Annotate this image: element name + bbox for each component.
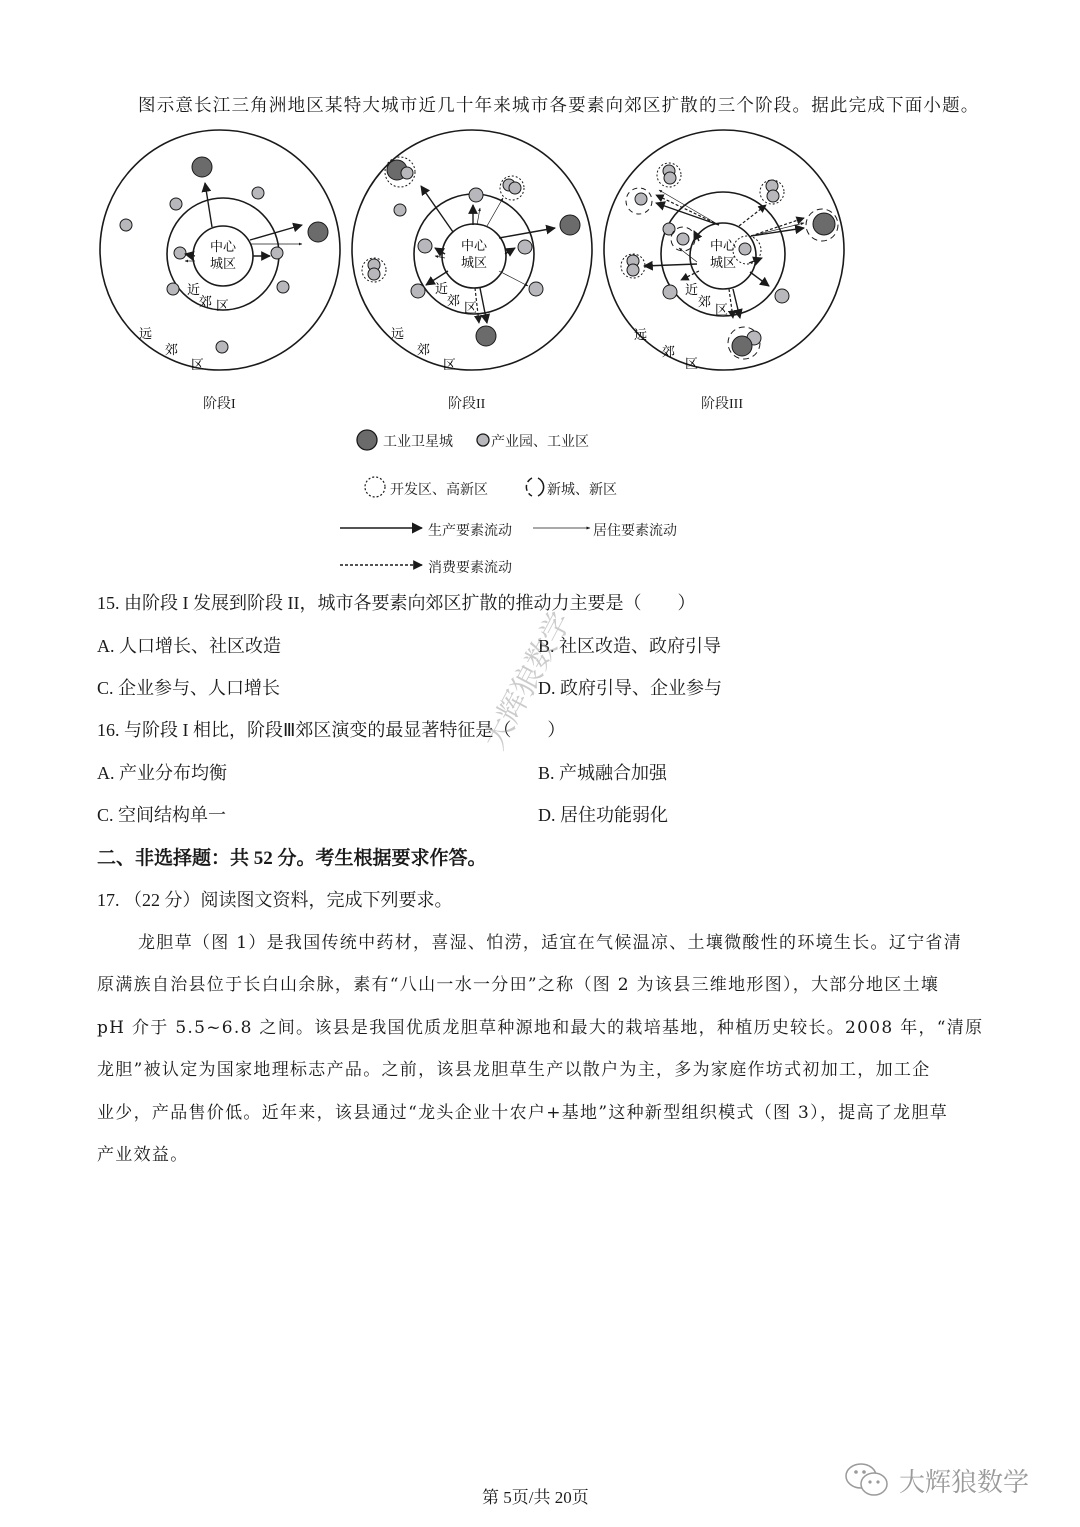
far-suburb-label: 远 bbox=[139, 327, 153, 342]
legend-dev-zone: 开发区、高新区 bbox=[390, 483, 488, 498]
center-label: 中心 bbox=[209, 240, 237, 255]
industrial-park bbox=[216, 341, 228, 353]
center-label: 中心 bbox=[709, 239, 737, 254]
q17-paragraph-line: 产业效益。 bbox=[97, 1145, 189, 1165]
far-suburb-label: 远 bbox=[634, 328, 648, 343]
q15-option-b[interactable]: B. 社区改造、政府引导 bbox=[538, 636, 722, 656]
far-suburb-label: 区 bbox=[443, 358, 457, 373]
stage-1-label: 阶段I bbox=[203, 397, 236, 412]
q17-paragraph-line: 龙胆草（图 1）是我国传统中药材，喜湿、怕涝，适宜在气候温凉、土壤微酸性的环境生长。辽宁省清 bbox=[138, 933, 963, 953]
question-17-stem: 17. （22 分）阅读图文资料，完成下列要求。 bbox=[97, 890, 453, 910]
q15-option-a[interactable]: A. 人口增长、社区改造 bbox=[97, 636, 281, 656]
wechat-icon bbox=[843, 1460, 893, 1500]
question-15-stem: 15. 由阶段 I 发展到阶段 II，城市各要素向郊区扩散的推动力主要是（ ） bbox=[97, 593, 696, 613]
central-district bbox=[193, 226, 253, 286]
legend-satellite-city: 工业卫星城 bbox=[383, 435, 453, 450]
q15-option-d[interactable]: D. 政府引导、企业参与 bbox=[538, 678, 722, 698]
near-suburb-label: 郊 bbox=[199, 295, 213, 310]
diagonal-watermark: 大辉狼数学 bbox=[477, 606, 579, 756]
industrial-park bbox=[401, 167, 413, 179]
legend-industrial-park: 产业园、工业区 bbox=[491, 435, 589, 450]
satellite-city bbox=[732, 336, 752, 356]
center-label: 中心 bbox=[460, 239, 488, 254]
q17-paragraph-line: pH 介于 5.5~6.8 之间。该县是我国优质龙胆草种源地和最大的栽培基地，种植历史较长。2008 年，“清原 bbox=[97, 1018, 984, 1038]
question-16-stem: 16. 与阶段 I 相比，阶段Ⅲ郊区演变的最显著特征是（ ） bbox=[97, 720, 566, 740]
legend-residential-flow: 居住要素流动 bbox=[593, 524, 677, 539]
q16-option-c[interactable]: C. 空间结构单一 bbox=[97, 805, 227, 825]
q15-option-c[interactable]: C. 企业参与、人口增长 bbox=[97, 678, 281, 698]
far-suburb-label: 郊 bbox=[662, 345, 676, 360]
near-suburb-label: 近 bbox=[685, 283, 699, 298]
near-suburb-label: 区 bbox=[216, 299, 230, 314]
center-label: 城区 bbox=[709, 256, 737, 271]
industrial-park-legend-icon bbox=[477, 434, 489, 446]
legend-new-town: 新城、新区 bbox=[547, 483, 617, 498]
stage-2-label: 阶段II bbox=[448, 397, 486, 412]
dev-zone-legend-icon bbox=[365, 477, 385, 497]
q16-option-b[interactable]: B. 产城融合加强 bbox=[538, 763, 668, 783]
page-number: 第 5页/共 20页 bbox=[482, 1488, 589, 1507]
industrial-park bbox=[120, 219, 132, 231]
near-suburb-label: 区 bbox=[464, 301, 478, 316]
satellite-city bbox=[308, 222, 328, 242]
q17-paragraph-line: 原满族自治县位于长白山余脉，素有“八山一水一分田”之称（图 2 为该县三维地形图），大部分地区土壤 bbox=[97, 975, 940, 995]
far-suburb-label: 区 bbox=[685, 357, 699, 372]
satellite-city-legend-icon bbox=[357, 430, 377, 450]
legend-consumption-flow: 消费要素流动 bbox=[428, 561, 512, 576]
far-suburb-label: 郊 bbox=[165, 343, 179, 358]
stage-1-diagram bbox=[100, 130, 340, 373]
near-suburb-label: 郊 bbox=[447, 294, 461, 309]
far-suburb-label: 郊 bbox=[417, 343, 431, 358]
satellite-city bbox=[192, 157, 212, 177]
stage-3-diagram bbox=[604, 130, 844, 372]
industrial-park bbox=[170, 198, 182, 210]
q16-option-a[interactable]: A. 产业分布均衡 bbox=[97, 763, 227, 783]
section-2-heading: 二、非选择题：共 52 分。考生根据要求作答。 bbox=[97, 848, 487, 869]
brand-watermark bbox=[843, 1460, 1029, 1500]
near-suburb-label: 近 bbox=[435, 282, 449, 297]
industrial-park bbox=[252, 187, 264, 199]
industrial-park bbox=[277, 281, 289, 293]
new-town-legend-icon bbox=[526, 478, 532, 496]
far-suburb-label: 远 bbox=[391, 327, 405, 342]
near-suburb-label: 近 bbox=[187, 283, 201, 298]
urban-expansion-figure bbox=[95, 128, 855, 418]
industrial-park bbox=[271, 247, 283, 259]
brand-name: 大辉狼数学 bbox=[899, 1467, 1030, 1498]
q16-option-d[interactable]: D. 居住功能弱化 bbox=[538, 805, 668, 825]
near-suburb-label: 郊 bbox=[698, 295, 712, 310]
intro-text: 图示意长江三角洲地区某特大城市近几十年来城市各要素向郊区扩散的三个阶段。据此完成下面小题。 bbox=[138, 96, 980, 116]
satellite-city bbox=[813, 213, 835, 235]
center-label: 城区 bbox=[209, 257, 237, 272]
industrial-park bbox=[174, 247, 186, 259]
near-suburb-label: 区 bbox=[715, 303, 729, 318]
stage-3-label: 阶段III bbox=[701, 397, 743, 412]
industrial-park bbox=[167, 283, 179, 295]
satellite-city bbox=[476, 326, 496, 346]
center-label: 城区 bbox=[460, 256, 488, 271]
q17-paragraph-line: 业少，产品售价低。近年来，该县通过“龙头企业十农户+基地”这种新型组织模式（图 3），提高了龙胆草 bbox=[97, 1103, 949, 1123]
stage-2-diagram bbox=[352, 130, 592, 373]
legend-production-flow: 生产要素流动 bbox=[428, 524, 512, 539]
satellite-city bbox=[560, 215, 580, 235]
q17-paragraph-line: 龙胆”被认定为国家地理标志产品。之前，该县龙胆草生产以散户为主，多为家庭作坊式初加工，加工企 bbox=[97, 1060, 931, 1080]
far-suburb-label: 区 bbox=[191, 358, 205, 373]
